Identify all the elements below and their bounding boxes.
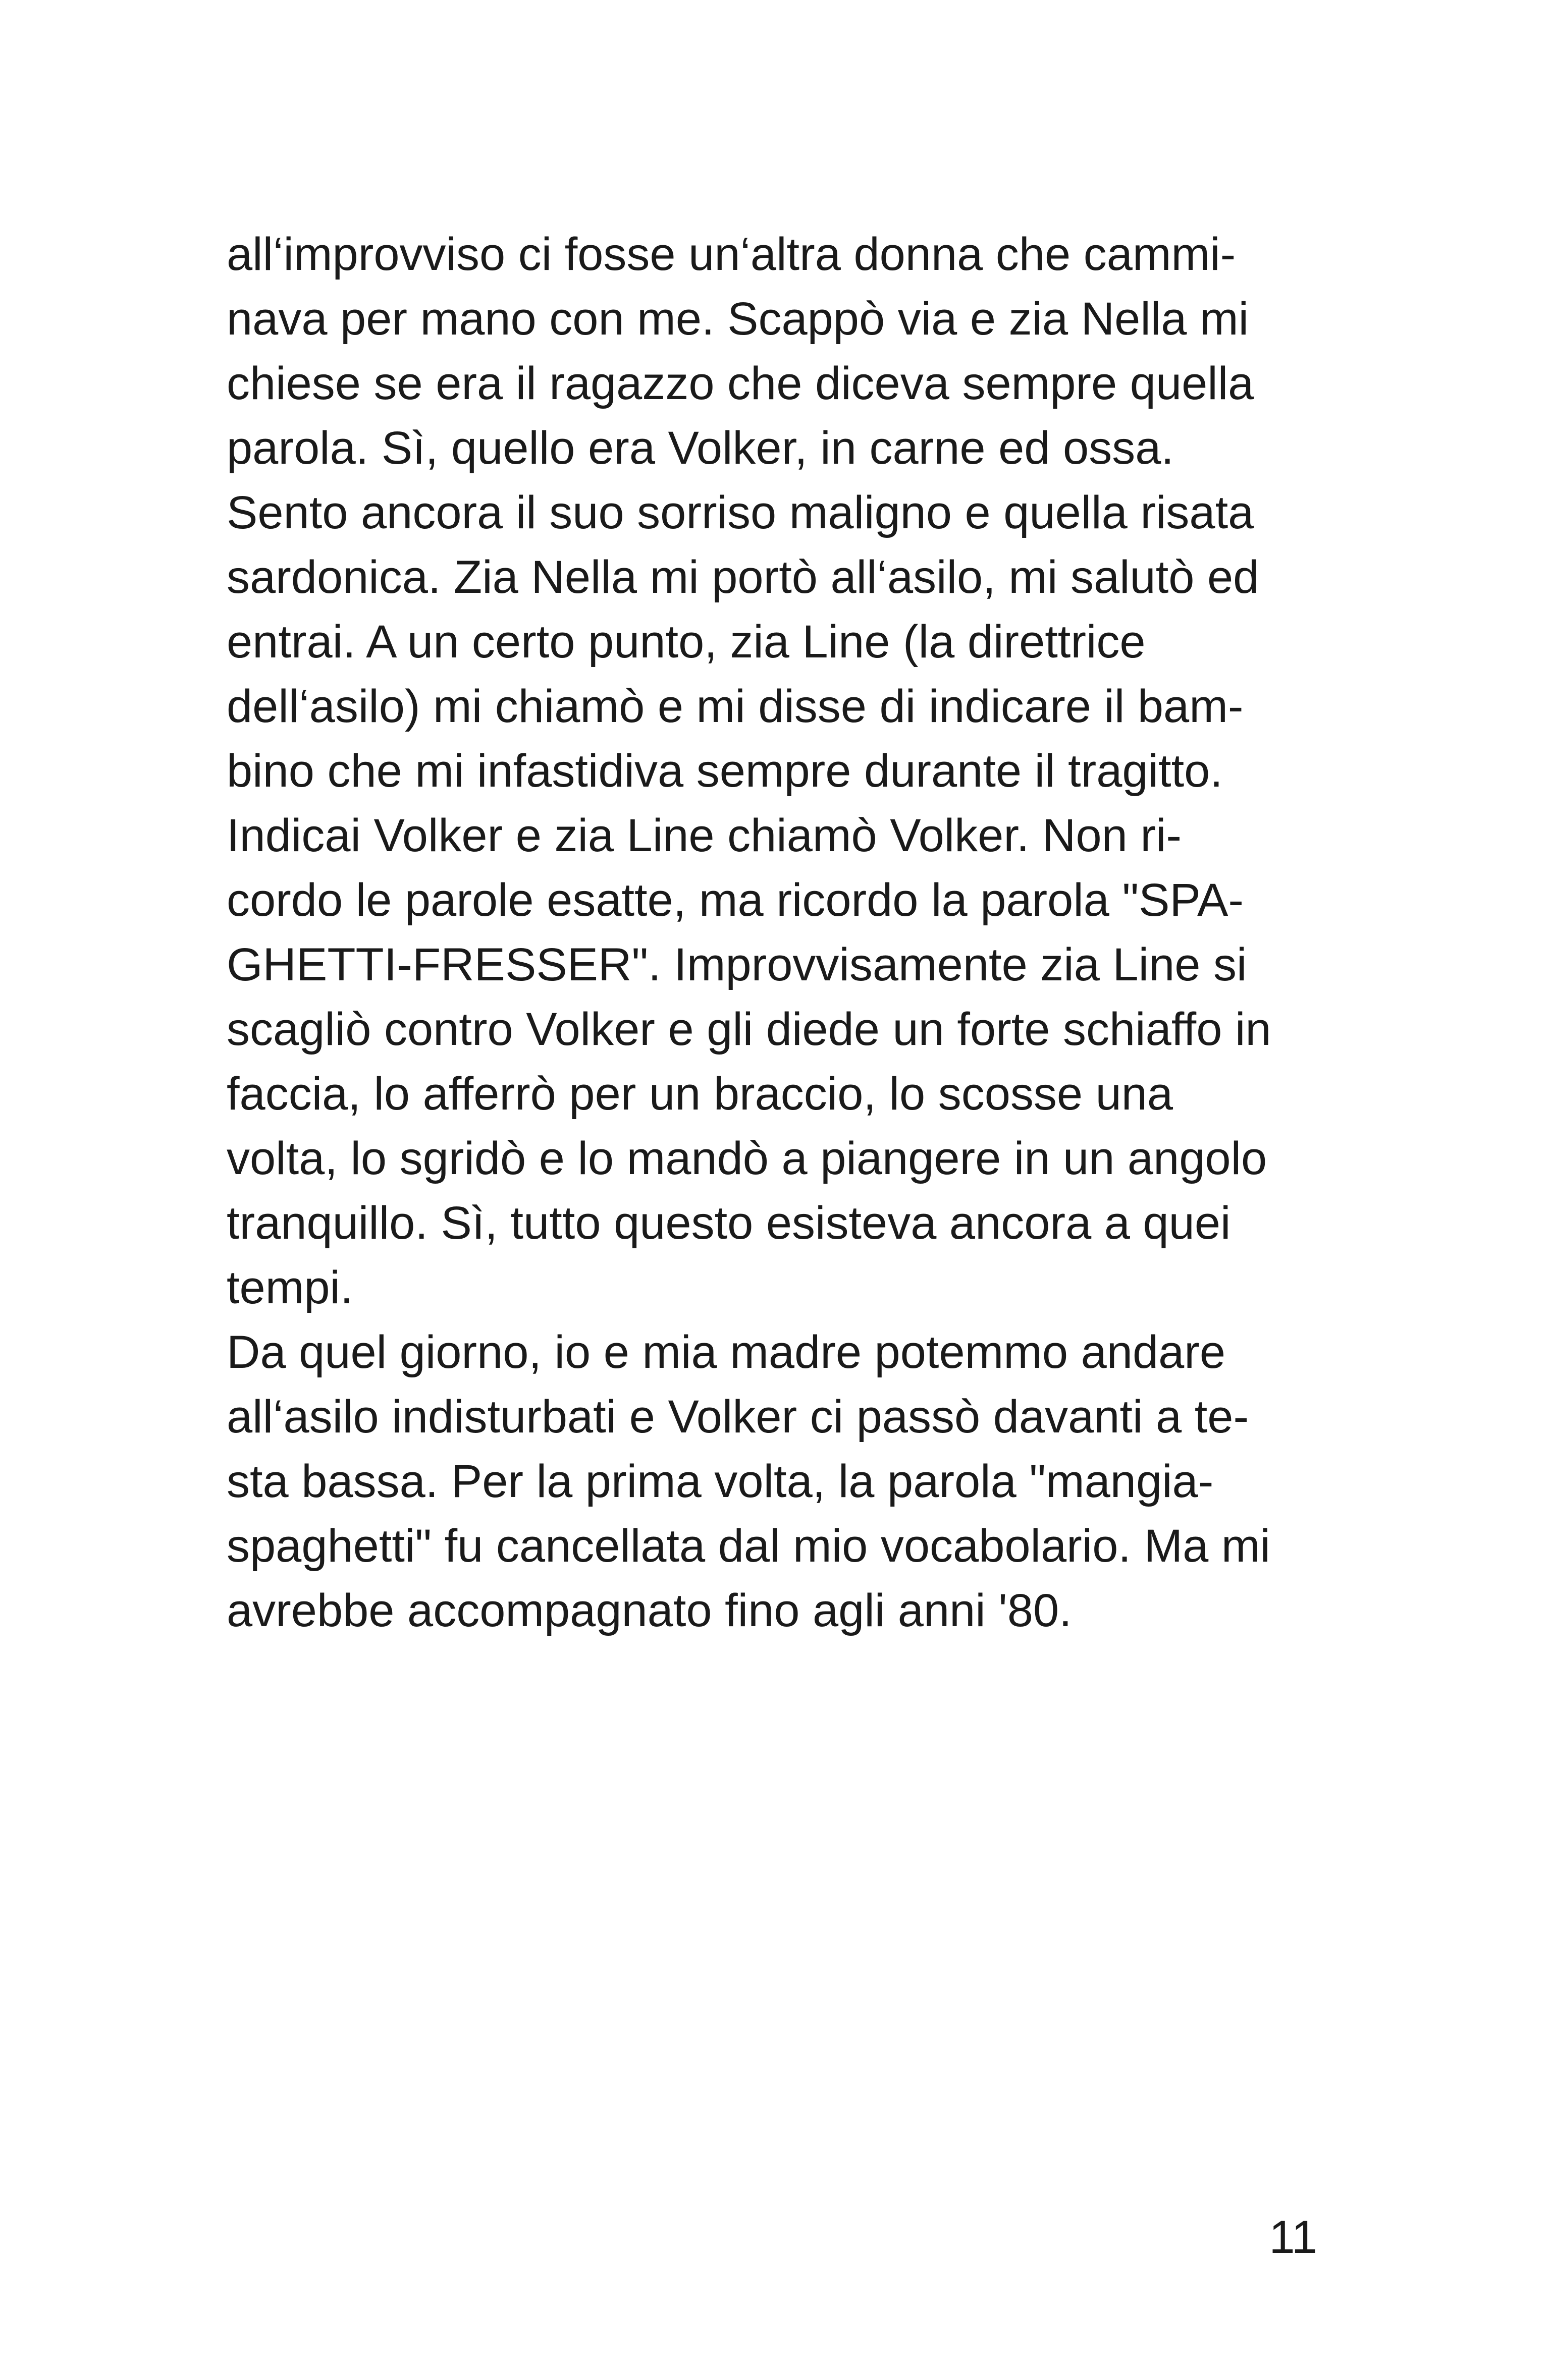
text-line: scagliò contro Volker e gli diede un forte schiaffo in [227, 1004, 1271, 1055]
text-line: cordo le parole esatte, ma ricordo la parola "SPA- [227, 874, 1244, 926]
text-line: Sento ancora il suo sorriso maligno e quella risata [227, 487, 1254, 538]
body-text [227, 222, 1357, 1643]
text-line: parola. Sì, quello era Volker, in carne ed ossa. [227, 422, 1174, 474]
text-line: chiese se era il ragazzo che diceva sempre quella [227, 358, 1254, 409]
text-line: bino che mi infastidiva sempre durante il tragitto. [227, 745, 1223, 797]
text-line: tempi. [227, 1262, 353, 1313]
text-line: entrai. A un certo punto, zia Line (la direttrice [227, 616, 1146, 668]
text-line: faccia, lo afferrò per un braccio, lo scosse una [227, 1068, 1173, 1120]
page-number: 11 [1269, 2211, 1317, 2263]
text-line: sardonica. Zia Nella mi portò all‘asilo, mi salutò ed [227, 551, 1259, 603]
text-line: tranquillo. Sì, tutto questo esisteva ancora a quei [227, 1197, 1231, 1249]
text-line: spaghetti" fu cancellata dal mio vocabolario. Ma mi [227, 1520, 1270, 1572]
text-line: nava per mano con me. Scappò via e zia Nella mi [227, 293, 1249, 345]
text-line: sta bassa. Per la prima volta, la parola "mangia- [227, 1456, 1214, 1507]
text-line: Da quel giorno, io e mia madre potemmo andare [227, 1326, 1226, 1378]
text-line: volta, lo sgridò e lo mandò a piangere in un angolo [227, 1133, 1267, 1184]
text-line: all‘improvviso ci fosse un‘altra donna che cammi- [227, 229, 1236, 280]
text-line: GHETTI-FRESSER". Improvvisamente zia Line si [227, 939, 1247, 990]
text-line: all‘asilo indisturbati e Volker ci passò davanti a te- [227, 1391, 1249, 1443]
text-line: dell‘asilo) mi chiamò e mi disse di indicare il bam- [227, 681, 1244, 732]
text-line: avrebbe accompagnato fino agli anni '80. [227, 1585, 1072, 1636]
text-line: Indicai Volker e zia Line chiamò Volker. Non ri- [227, 810, 1182, 861]
